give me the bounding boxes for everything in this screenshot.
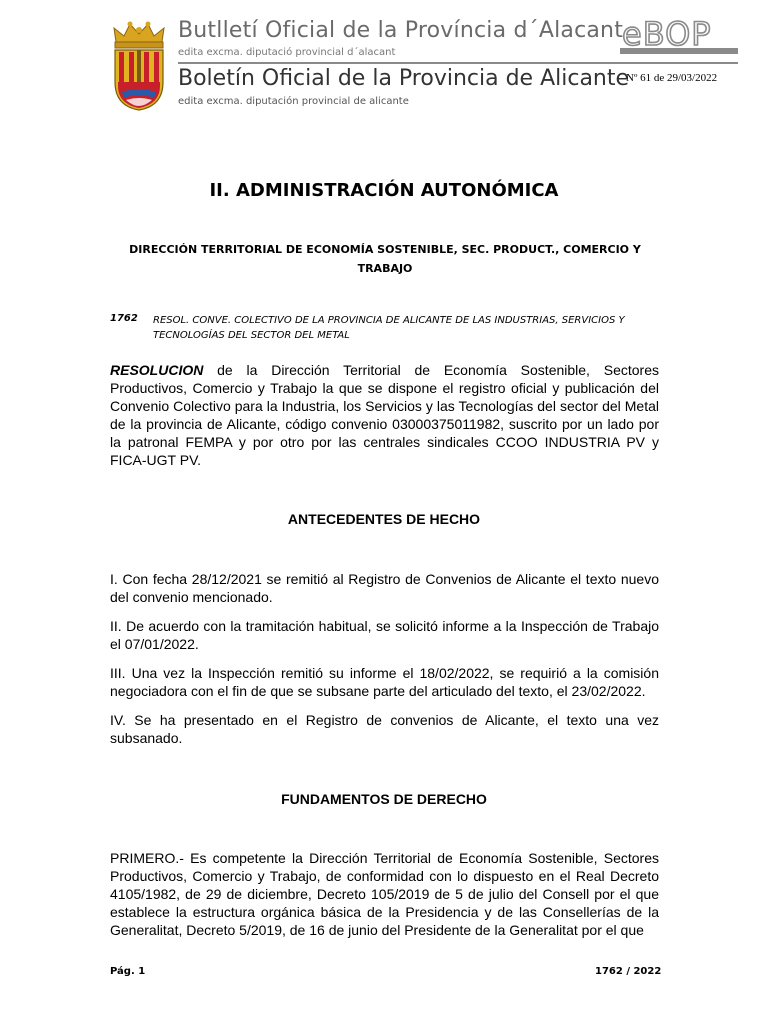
crown-icon	[114, 22, 164, 49]
antecedente-item: IV. Se ha presentado en el Registro de convenios de Alicante, el texto una vez subsanado.	[110, 712, 659, 746]
fundamento-primero: PRIMERO.- Es competente la Dirección Territorial de Economía Sostenible, Sectores Productivos, Comercio y Trabajo, de conformidad con lo dispuesto en el Real Decreto 4105/1982, de 29 de diciembre, Decreto 105/2019 de 5 de julio del Consell por el que establece la estructura orgánica básica de la Presidencia y de las Consellerías de la Generalitat, Decreto 5/2019, de 16 de junio del Presidente de la Generalitat por el que	[110, 850, 659, 938]
resolution-lead: RESOLUCION	[110, 362, 204, 378]
province-coat-of-arms-icon	[110, 20, 168, 112]
svg-text:eBOP: eBOP	[622, 15, 712, 53]
bulletin-subtitle-spanish: edita excma. diputación provincial de alicante	[178, 96, 409, 107]
resolution-text: de la Dirección Territorial de Economía Sostenible, Sectores Productivos, Comercio y Trabajo la que se dispone el registro oficial y publicación del Convenio Colectivo para la Industria, los Servicios y las Tecnologías del sector del Metal de la provincia de Alicante, código convenio 03000375011982, suscrito por un lado por la patronal FEMPA y por otro por las centrales sindicales CCOO INDUSTRIA PV y FICA-UGT PV.	[110, 362, 659, 468]
announcement-number: 1762	[110, 313, 138, 324]
bulletin-subtitle-valencian: edita excma. diputació provincial d´alacant	[178, 47, 396, 58]
announcement-title: RESOL. CONVE. COLECTIVO DE LA PROVINCIA DE ALICANTE DE LAS INDUSTRIAS, SERVICIOS Y TECNOLOGÍAS DEL SECTOR DEL METAL	[153, 315, 625, 341]
bulletin-title-spanish: Boletín Oficial de la Provincia de Alicante	[178, 66, 630, 91]
antecedente-item: II. De acuerdo con la tramitación habitual, se solicitó informe a la Inspección de Trabajo el 07/01/2022.	[110, 618, 659, 652]
department-heading: DIRECCIÓN TERRITORIAL DE ECONOMÍA SOSTENIBLE, SEC. PRODUCT., COMERCIO Y TRABAJO	[129, 243, 641, 275]
antecedente-item: I. Con fecha 28/12/2021 se remitió al Registro de Convenios de Alicante el texto nuevo del convenio mencionado.	[110, 571, 659, 605]
header-divider	[178, 62, 738, 64]
bulletin-title-valencian: Butlletí Oficial de la Província d´Alacant	[178, 18, 624, 43]
ebop-logo	[620, 14, 738, 54]
announcement-reference: 1762 / 2022	[595, 966, 662, 977]
page-number: Pág. 1	[110, 966, 146, 977]
antecedentes-heading: ANTECEDENTES DE HECHO	[287, 511, 481, 527]
issue-number-date: Nº 61 de 29/03/2022	[626, 72, 718, 84]
antecedente-item: III. Una vez la Inspección remitió su informe el 18/02/2022, se requirió a la comisión negociadora con el fin de que se subsane parte del articulado del texto, el 23/02/2022.	[110, 665, 659, 699]
fundamentos-heading: FUNDAMENTOS DE DERECHO	[281, 791, 487, 807]
resolution-paragraph	[110, 361, 659, 469]
section-title: II. ADMINISTRACIÓN AUTONÓMICA	[209, 180, 559, 201]
